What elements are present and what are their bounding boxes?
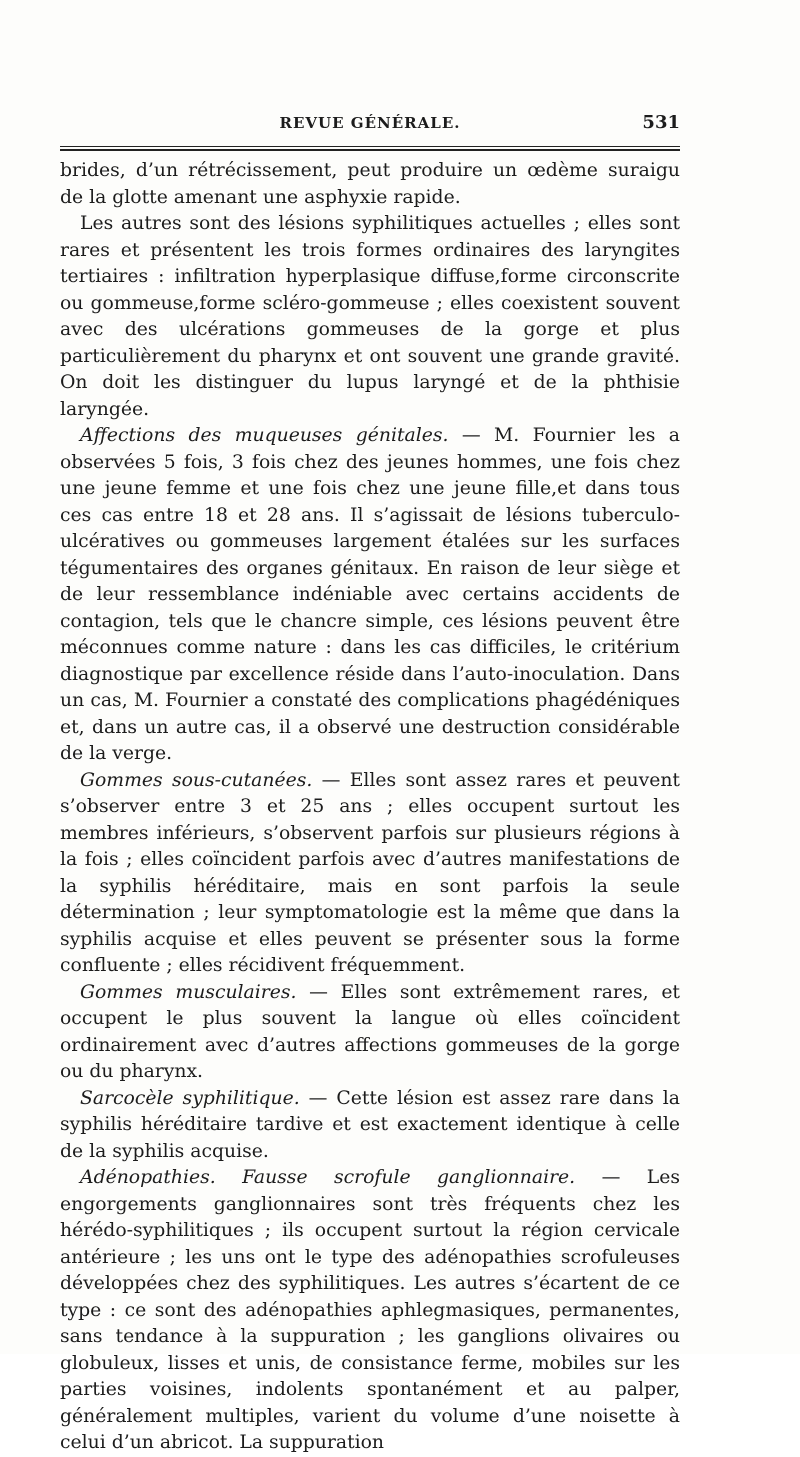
paragraph-text: — Elles sont assez rares et peuvent s’observer entre 3 et 25 ans ; elles occupent surtout les membres inférieurs, s’observent parfois sur plusieurs régions à la fois ; elles coïncident parfois avec d’autres manifestations de la syphilis héréditaire, mais en sont parfois la seule détermination ; leur symptomatologie est la même que dans la syphilis acquise et elles peuvent se présenter sous la forme confluente ; elles récidivent fréquemment. — [60, 769, 680, 976]
paragraph-text: brides, d’un rétrécissement, peut produire un œdème suraigu de la glotte amenant une asphyxie rapide. — [60, 160, 680, 208]
body-text — [60, 158, 680, 1457]
running-title: REVUE GÉNÉRALE. — [279, 114, 461, 132]
paragraph-laryngeal-lesions — [60, 211, 680, 423]
paragraph-text: — Elles sont extrêmement rares, et occupent le plus souvent la langue où elles coïncident ordinairement avec d’autres affections gommeuses de la gorge ou du pharynx. — [60, 981, 680, 1082]
paragraph-text: — Cette lésion est assez rare dans la syphilis héréditaire tardive et est exactement identique à celle de la syphilis acquise. — [60, 1087, 680, 1162]
page-number: 531 — [642, 112, 680, 133]
paragraph-continuation — [60, 158, 680, 211]
paragraph-syphilitic-sarcocele — [60, 1086, 680, 1166]
paragraph-text: — Les engorgements ganglionnaires sont très fréquents chez les hérédo-syphilitiques ; ils occupent surtout la région cervicale antérieure ; les uns ont le type des adénopathies scrofuleuses développées chez des syphilitiques. Les autres s’écartent de ce type : ce sont des adénopathies aphlegmasiques, permanentes, sans tendance à la suppuration ; les ganglions olivaires ou globuleux, lisses et unis, de consistance ferme, mobiles sur les parties voisines, indolents spontanément et au palper, généralement multiples, varient du volume d’une noisette à celui d’un abricot. La suppuration — [60, 1167, 680, 1453]
paragraph-subcutaneous-gummas — [60, 768, 680, 980]
running-header — [60, 112, 680, 138]
header-rule — [60, 146, 680, 151]
section-heading: Sarcocèle syphilitique. — [80, 1087, 300, 1109]
paragraph-adenopathies — [60, 1165, 680, 1457]
section-heading: Gommes musculaires. — [80, 981, 297, 1003]
paragraph-text: — M. Fournier les a observées 5 fois, 3 fois chez des jeunes hommes, une fois chez une jeune femme et une fois chez une jeune fille,et dans tous ces cas entre 18 et 28 ans. Il s’agissait de lésions tuberculo-ulcératives ou gommeuses largement étalées sur les surfaces tégumentaires des organes génitaux. En raison de leur siège et de leur ressemblance indéniable avec certains accidents de contagion, tels que le chancre simple, ces lésions peuvent être méconnues comme nature : dans les cas difficiles, le critérium diagnostique par excellence réside dans l’auto-inoculation. Dans un cas, M. Fournier a constaté des complications phagédéniques et, dans un autre cas, il a observé une destruction considérable de la verge. — [60, 425, 680, 764]
section-heading: Gommes sous-cutanées. — [80, 769, 313, 791]
paragraph-muscular-gummas — [60, 980, 680, 1086]
paragraph-text: Les autres sont des lésions syphilitiques actuelles ; elles sont rares et présentent les trois formes ordinaires des laryngites tertiaires : infiltration hyperplasique diffuse,forme circonscrite ou gommeuse,forme scléro-gommeuse ; elles coexistent souvent avec des ulcérations gommeuses de la gorge et plus particulièrement du pharynx et ont souvent une grande gravité. On doit les distinguer du lupus laryngé et de la phthisie laryngée. — [60, 213, 680, 420]
section-heading: Adénopathies. Fausse scrofule ganglionnaire. — [80, 1167, 576, 1188]
paragraph-genital-mucosa — [60, 423, 680, 768]
section-heading: Affections des muqueuses génitales. — [80, 425, 449, 446]
